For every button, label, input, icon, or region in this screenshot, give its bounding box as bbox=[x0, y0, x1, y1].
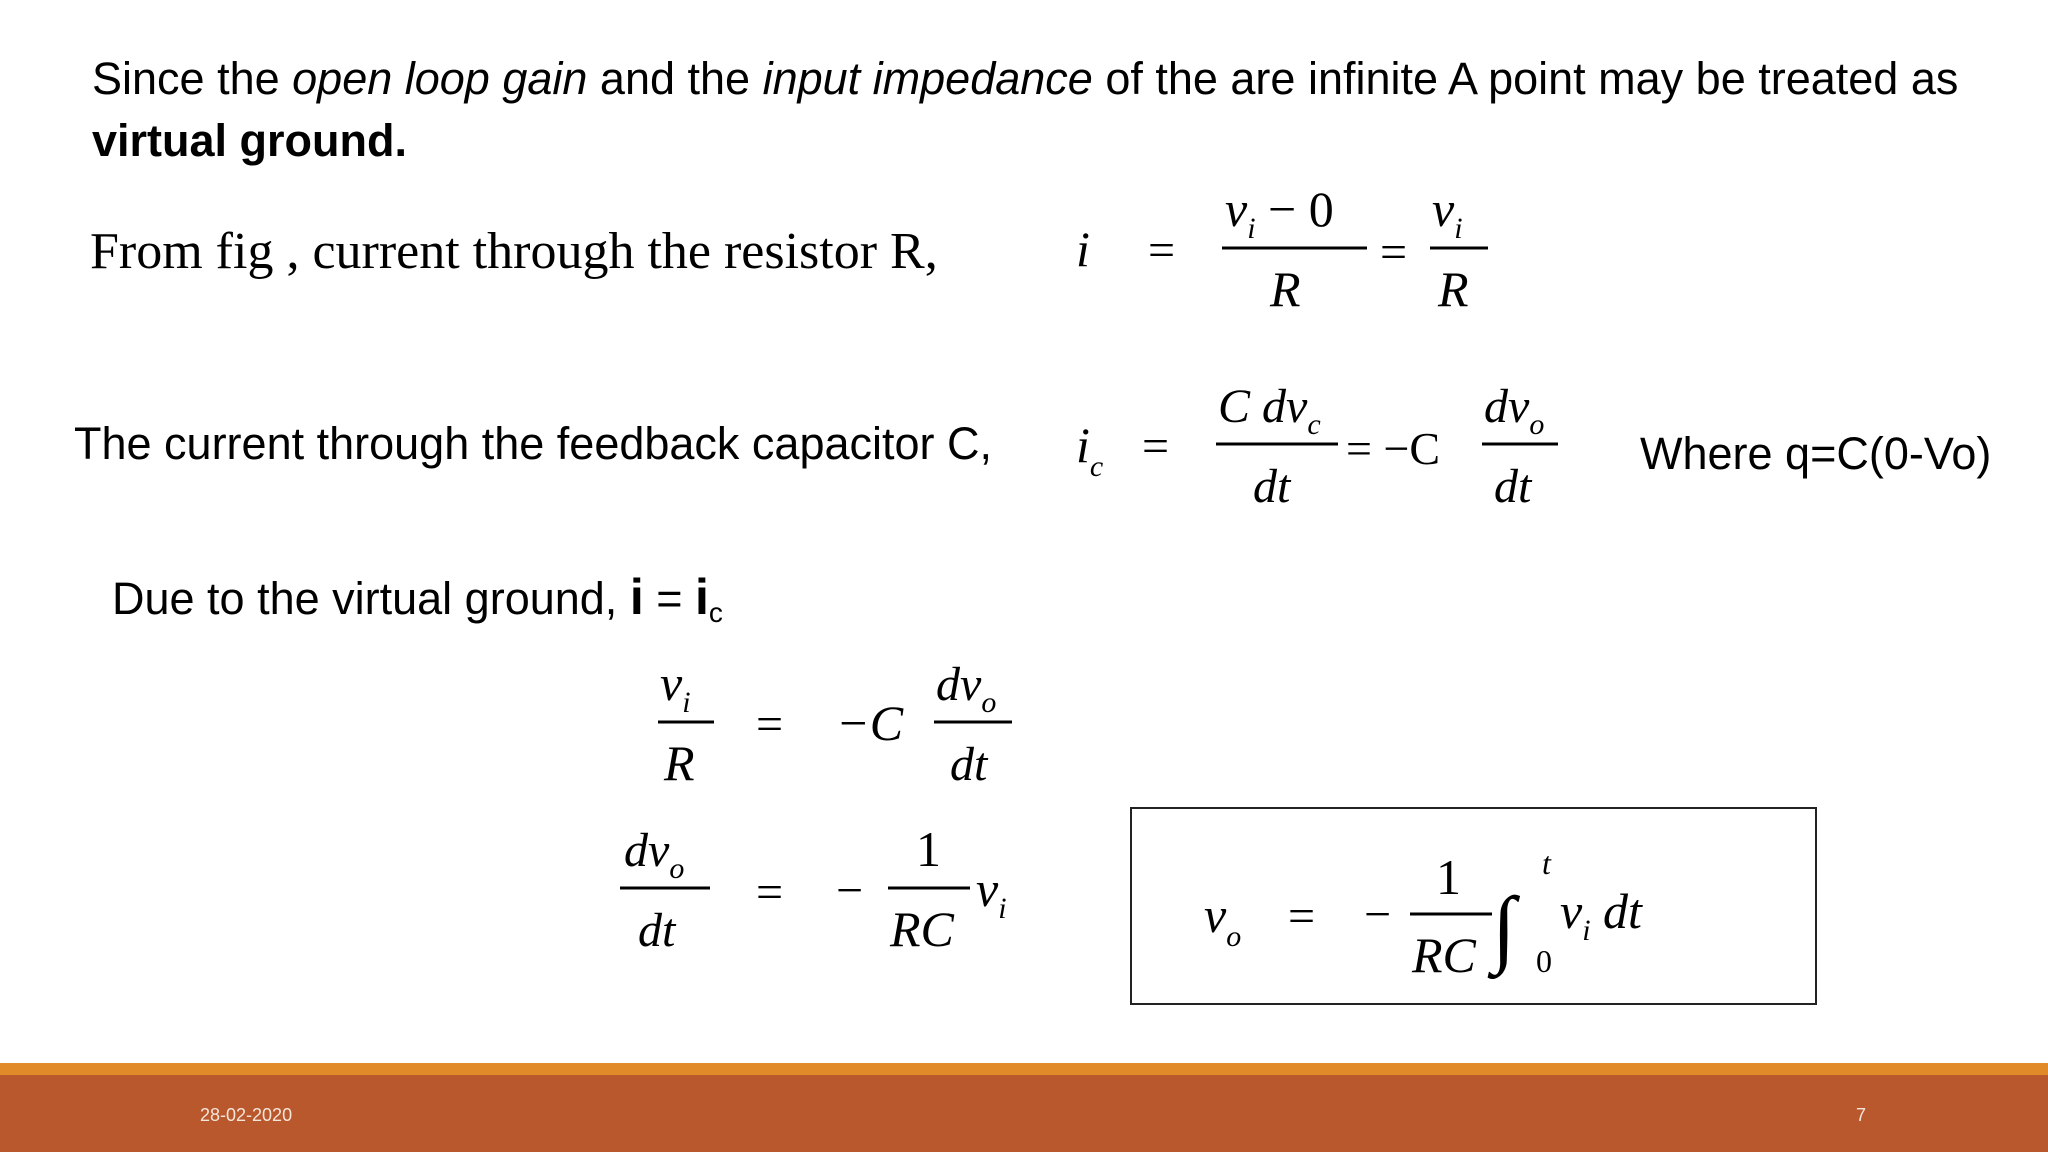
eq4-num2: 1 bbox=[916, 821, 941, 877]
eq4-equals: = bbox=[756, 866, 784, 919]
eq1-den2: R bbox=[1438, 261, 1469, 317]
virtual-ground-text bbox=[112, 568, 723, 629]
eq4-minus: − bbox=[836, 864, 864, 917]
slide-date: 28-02-2020 bbox=[200, 1105, 293, 1125]
footer-accent-stripe bbox=[0, 1063, 2048, 1075]
eq2-den1: dt bbox=[1253, 460, 1291, 513]
intro-emphasis-open-loop-gain: open loop gain bbox=[292, 53, 588, 104]
eq4-den1: dt bbox=[638, 904, 676, 957]
intro-text-3: of the are infinite A point may be treated as bbox=[1092, 53, 1959, 104]
eq5-integral-sign: ∫ bbox=[1492, 879, 1516, 975]
resistor-current-text: From fig , current through the resistor R, bbox=[90, 223, 938, 280]
intro-paragraph bbox=[92, 48, 1992, 172]
eq5-upper-limit: t bbox=[1542, 845, 1551, 881]
footer-bar bbox=[0, 1075, 2048, 1152]
equation-resistor-current bbox=[1060, 176, 1500, 326]
eq1-equals: = bbox=[1148, 224, 1176, 277]
virtual-ground-ic: i bbox=[695, 569, 709, 625]
intro-text-2: and the bbox=[587, 53, 763, 104]
eq5-num: 1 bbox=[1436, 849, 1461, 905]
eq2-den2: dt bbox=[1494, 460, 1532, 513]
eq3-rhs: −C bbox=[836, 695, 904, 751]
equation-capacitor-current bbox=[1070, 372, 1570, 522]
capacitor-current-text: The current through the feedback capacitor C, bbox=[74, 418, 993, 469]
virtual-ground-i: i bbox=[629, 569, 644, 625]
eq1-num1: $v_i - 0$ bbox=[1225, 181, 1334, 245]
eq1-lhs: i bbox=[1076, 221, 1090, 277]
eq5-minus: − bbox=[1364, 888, 1392, 941]
eq3-num2: $dv_o$ bbox=[936, 658, 997, 719]
intro-emphasis-input-impedance: input impedance bbox=[762, 53, 1093, 104]
eq2-num1: C $dv_c$ bbox=[1218, 380, 1321, 441]
intro-strong-virtual-ground: virtual ground. bbox=[92, 115, 407, 166]
eq2-num2: $dv_o$ bbox=[1484, 380, 1545, 441]
eq2-equals: = bbox=[1142, 420, 1170, 473]
eq1-den1: R bbox=[1270, 261, 1301, 317]
equation-current-balance bbox=[640, 650, 1040, 800]
eq1-equals-2: = bbox=[1380, 226, 1408, 279]
charge-definition-text: Where q=C(0-Vo) bbox=[1640, 428, 1992, 479]
eq3-den2: dt bbox=[950, 738, 988, 791]
eq2-mid: = −C bbox=[1346, 423, 1441, 474]
eq5-lhs: $v_o$ bbox=[1204, 887, 1242, 953]
eq5-den: RC bbox=[1412, 927, 1476, 983]
intro-text-1: Since the bbox=[92, 53, 293, 104]
eq4-tail: $v_i$ bbox=[976, 861, 1007, 925]
eq2-lhs: $i_c$ bbox=[1076, 417, 1104, 483]
eq5-equals: = bbox=[1288, 890, 1316, 943]
equation-integrator-output bbox=[1180, 832, 1780, 992]
eq4-num1: $dv_o$ bbox=[624, 824, 685, 885]
virtual-ground-ic-sub: c bbox=[708, 597, 723, 628]
eq5-tail: $v_i$ dt bbox=[1560, 883, 1642, 947]
eq5-lower-limit: 0 bbox=[1536, 943, 1552, 979]
eq3-num1: $v_i$ bbox=[660, 655, 691, 719]
virtual-ground-equals: = bbox=[643, 573, 696, 624]
eq3-den1: R bbox=[664, 735, 695, 791]
eq4-den2: RC bbox=[890, 901, 954, 957]
virtual-ground-prefix: Due to the virtual ground, bbox=[112, 573, 630, 624]
slide-page-number: 7 bbox=[1856, 1105, 1867, 1125]
eq3-equals: = bbox=[756, 698, 784, 751]
eq1-num2: $v_i$ bbox=[1432, 181, 1463, 245]
equation-output-derivative bbox=[610, 816, 1050, 966]
